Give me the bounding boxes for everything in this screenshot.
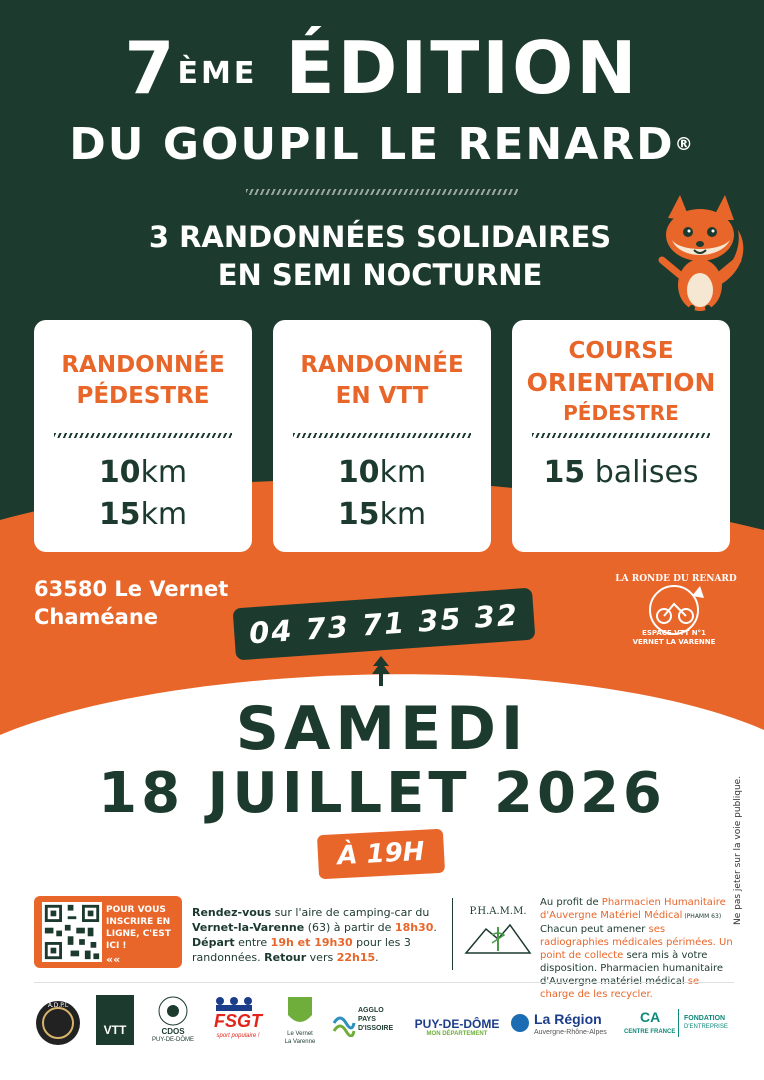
- adpl-text: A.D.P.L: [47, 1002, 69, 1009]
- card-title-line: PÉDESTRE: [76, 383, 210, 409]
- fox-mascot-icon: [650, 190, 750, 330]
- card-divider: [532, 433, 710, 438]
- card-orienteering: [512, 320, 730, 552]
- adpl-logo: [34, 995, 82, 1051]
- address: 63580 Le Vernet Chaméane: [34, 577, 229, 629]
- partner-logos: [0, 995, 764, 1055]
- card-title-line: PÉDESTRE: [563, 401, 679, 425]
- vernet-shield-icon: [280, 995, 320, 1029]
- info-separator: [452, 898, 453, 970]
- phamm-info: Au profit de Pharmacien Humanitaire d'Auvergne Matériel Médical (PHAMM 63) Chacun peut amener ses radiographies médicales périmées. Un point de collecte sera mis à votre disposition. Pharmacien humanitaire charge de les recycler.: [540, 897, 733, 1000]
- event-day: SAMEDI: [235, 694, 529, 764]
- ronde-logo-caption: ESPACE VTT N°1 VERNET LA VARENNE: [632, 629, 716, 646]
- puy-de-dome-logo: PUY-DE-DÔME MON DÉPARTEMENT: [414, 1017, 500, 1037]
- ronde-logo-title: LA RONDE DU RENARD: [615, 574, 737, 584]
- card-title-line: RANDONNÉE: [61, 352, 225, 378]
- card-divider: [54, 433, 232, 438]
- credit-agricole-foundation-logo: CA CENTRE FRANCE FONDATION D'ENTREPRISE: [624, 1009, 728, 1035]
- fsgt-logo: FSGT sport populaire !: [210, 995, 266, 1051]
- footer-divider: [34, 982, 734, 983]
- card-distance: 10km: [337, 455, 427, 490]
- phamm-logo: P.H.A.M.M.: [462, 906, 534, 962]
- event-time: À 19H: [317, 829, 445, 880]
- card-hiking: [34, 320, 252, 552]
- card-distance: 15km: [337, 497, 427, 532]
- vtt-logo: VTT: [96, 995, 134, 1045]
- side-note: Ne pas jeter sur la voie publique.: [733, 775, 743, 925]
- card-beacons: 15 balises: [543, 455, 699, 490]
- le-vernet-logo: Le Vernet La Varenne: [280, 995, 320, 1051]
- subtitle: 3 RANDONNÉES SOLIDAIRES EN SEMI NOCTURNE: [148, 220, 612, 292]
- card-title-line: COURSE: [568, 338, 674, 364]
- cdos-emblem-icon: [150, 995, 196, 1027]
- register-text: POUR VOUS INSCRIRE EN LIGNE, C'EST ICI ! ««: [106, 905, 171, 966]
- region-icon: [510, 1013, 530, 1033]
- phamm-emblem-icon: [462, 917, 534, 957]
- card-divider: [293, 433, 471, 438]
- qr-code-icon[interactable]: [42, 902, 102, 962]
- edition-title: 7ÈME ÉDITION: [124, 26, 640, 110]
- card-distance: 10km: [98, 455, 188, 490]
- region-logo: La Région Auvergne-Rhône-Alpes: [510, 995, 614, 1051]
- title-divider: [246, 189, 518, 195]
- tree-icon: [371, 656, 391, 686]
- phone-number[interactable]: 04 73 71 35 32: [233, 588, 536, 661]
- meeting-info: Rendez-vous sur l'aire de camping-car du Vernet-la-Varenne (63) à partir de 18h30. Départ entre 19h et 19h30 pour les 3 randonnées. Retour vers 22h15.: [192, 906, 437, 964]
- card-title-line: RANDONNÉE: [300, 352, 464, 378]
- agglo-issoire-logo: AGGLO PAYS D'ISSOIRE: [332, 995, 402, 1051]
- card-title-line: ORIENTATION: [526, 368, 716, 397]
- card-distance: 15km: [98, 497, 188, 532]
- agglo-wave-icon: [332, 1007, 356, 1037]
- register-qr-box[interactable]: [34, 896, 182, 968]
- card-mtb: [273, 320, 491, 552]
- card-title-line: EN VTT: [335, 383, 429, 409]
- event-date: 18 JUILLET 2026: [98, 761, 666, 826]
- cdos-logo: CDOS PUY-DE-DÔME: [150, 995, 196, 1051]
- event-name: DU GOUPIL LE RENARD®: [69, 119, 695, 170]
